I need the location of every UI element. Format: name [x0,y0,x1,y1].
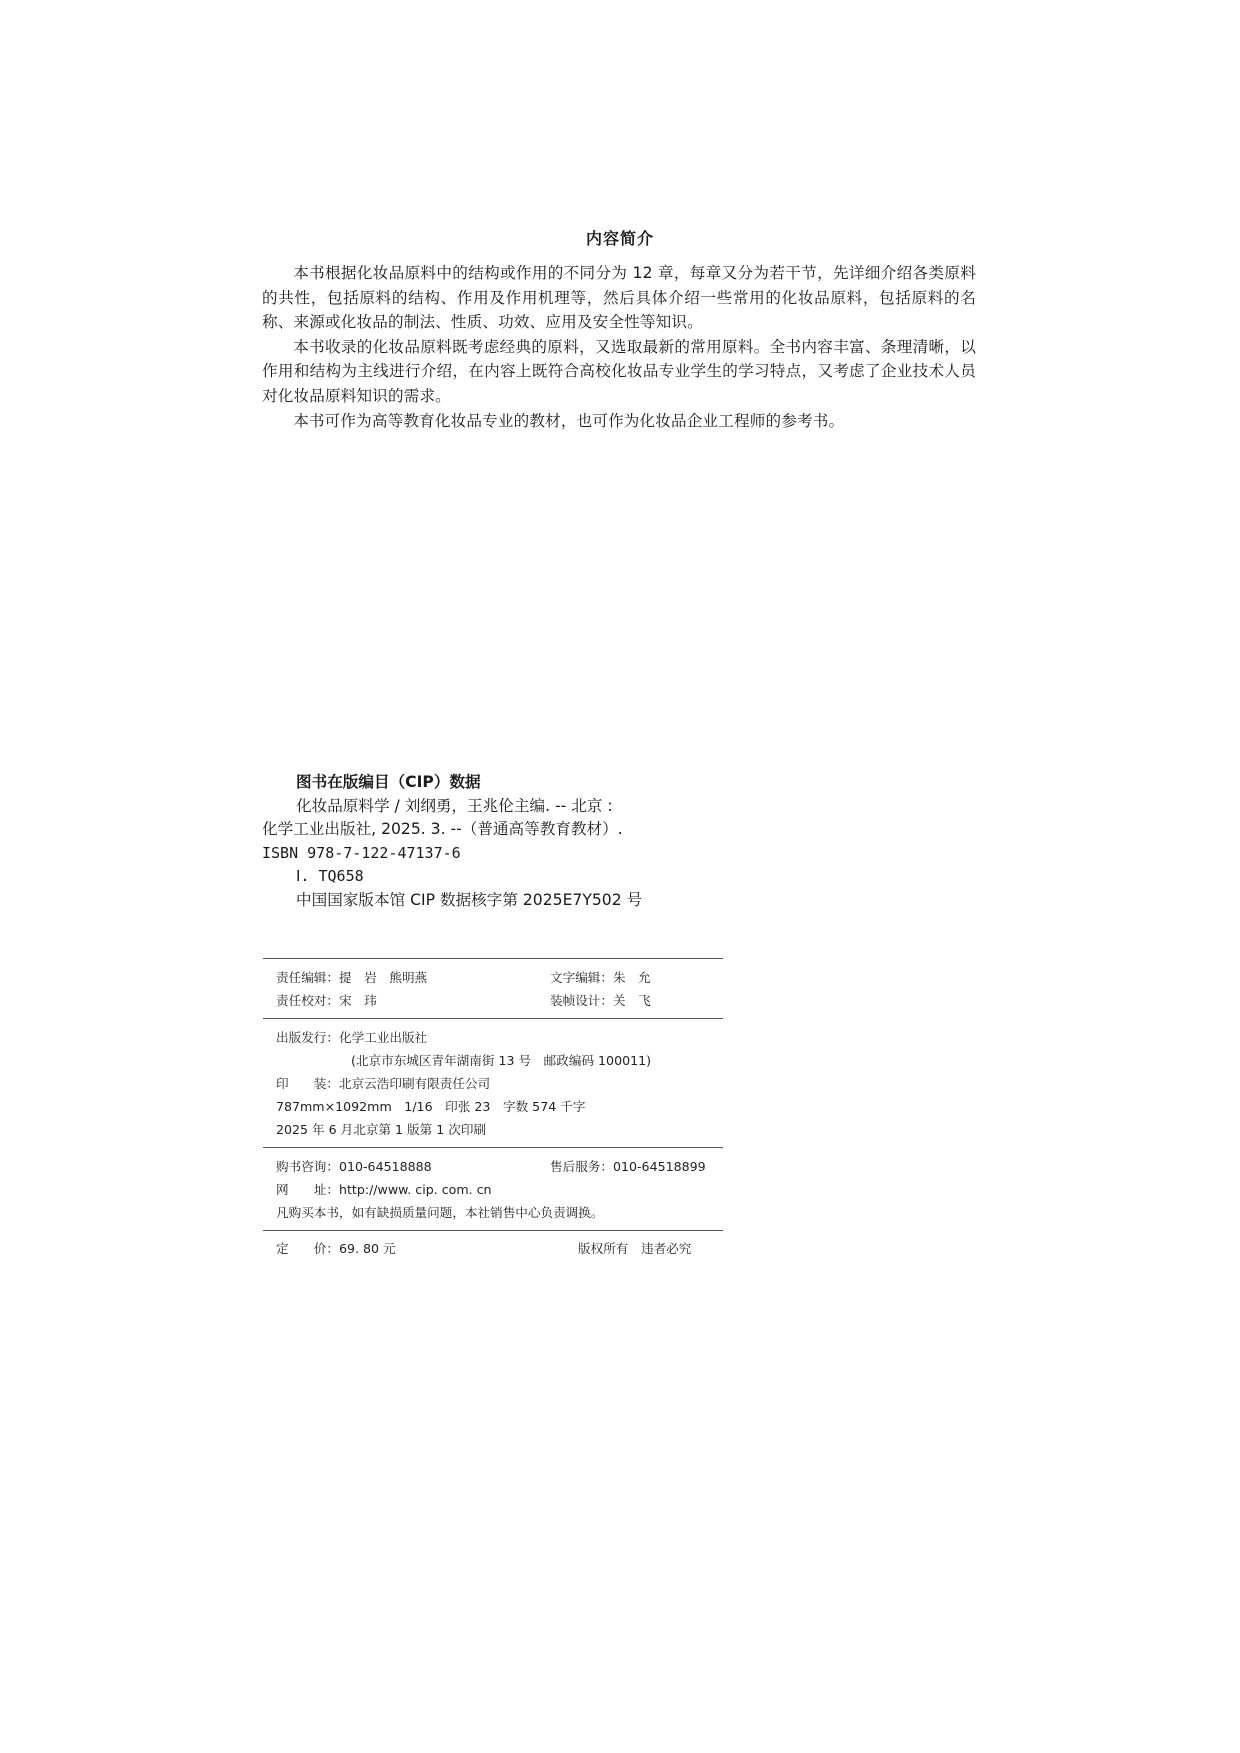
publishing-section [263,1019,723,1147]
text-editor: 文字编辑：朱 允 [550,970,651,985]
cip-heading: 图书在版编目（CIP）数据 [296,773,481,791]
edition-info: 2025 年 6 月北京第 1 版第 1 次印刷 [276,1122,487,1137]
cip-block [262,771,962,912]
summary-title: 内容简介 [585,229,654,248]
staff-section [263,959,723,1018]
proofreader: 责任校对：宋 玮 [276,993,377,1008]
cip-record-number: 中国国家版本馆 CIP 数据核字第 2025E7Y502 号 [296,890,643,909]
cover-designer: 装帧设计：关 飞 [550,993,651,1008]
cip-classification: Ⅰ. TQ658 [296,867,364,885]
copyright-notice: 版权所有 违者必究 [578,1241,692,1256]
publisher-address: (北京市东城区青年湖南街 13 号 邮政编码 100011) [351,1053,652,1068]
summary-paragraph: 本书可作为高等教育化妆品专业的教材，也可作为化妆品企业工程师的参考书。 [293,411,845,430]
publisher: 出版发行：化学工业出版社 [276,1030,428,1045]
format-info: 787mm×1092mm 1/16 印张 23 字数 574 千字 [276,1099,586,1114]
price-section [263,1231,723,1260]
cip-isbn: ISBN 978-7-122-47137-6 [262,843,461,862]
summary-body [262,261,976,433]
summary-paragraph: 本书收录的化妆品原料既考虑经典的原料，又选取最新的常用原料。全书内容丰富、条理清晰，以作用和结构为主线进行介绍，在内容上既符合高校化妆品专业学生的学习特点，又考虑了企业技术人员对化妆品原料知识的需求。 [262,337,976,405]
summary-paragraph: 本书根据化妆品原料中的结构或作用的不同分为 12 章，每章又分为若干节，先详细介绍各类原料的共性，包括原料的结构、作用及作用机理等，然后具体介绍一些常用的化妆品原料，包括原料的名称、来源或化妆品的制法、性质、功效、应用及安全性等知识。 [262,264,976,332]
contact-section [263,1148,723,1230]
cip-title-line: 化妆品原料学 / 刘纲勇，王兆伦主编. -- 北京 : [296,796,613,815]
after-sales-hotline: 售后服务：010-64518899 [550,1159,706,1174]
purchase-hotline: 购书咨询：010-64518888 [276,1159,432,1174]
cip-publisher-line: 化学工业出版社, 2025. 3. --（普通高等教育教材）. [262,820,623,838]
imprint-box [263,958,723,1260]
printer: 印 装：北京云浩印刷有限责任公司 [276,1076,491,1091]
price: 定 价：69. 80 元 [276,1241,396,1256]
responsible-editor: 责任编辑：提 岩 熊明燕 [276,970,428,985]
website: 网 址：http://www. cip. com. cn [276,1182,492,1197]
quality-notice: 凡购买本书，如有缺损质量问题，本社销售中心负责调换。 [276,1205,604,1220]
